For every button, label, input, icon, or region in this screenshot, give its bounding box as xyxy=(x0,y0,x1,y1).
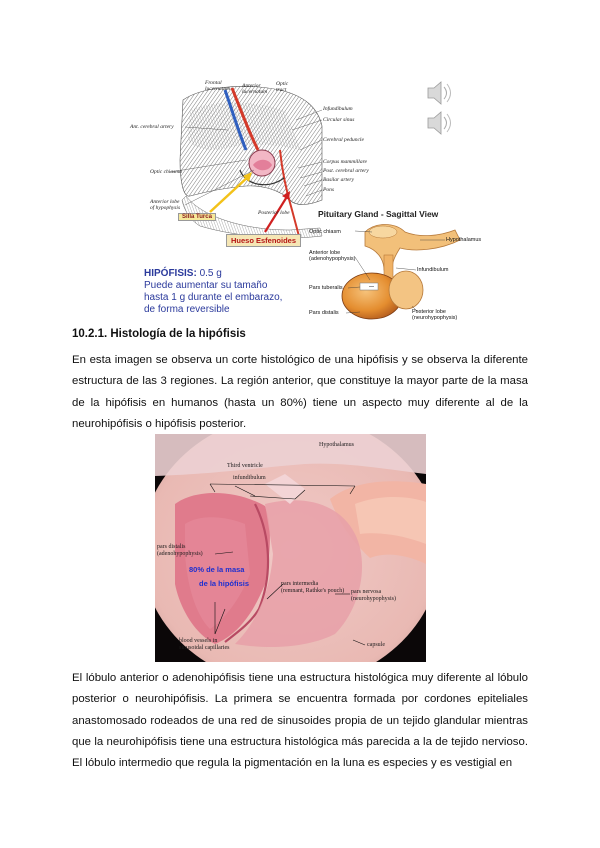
sagittal-label-infundibulum: Infundibulum xyxy=(417,267,449,273)
label-optic-chiasma: Optic chiasma xyxy=(150,169,182,175)
label-anterior-top: Anterior lucernatum xyxy=(242,83,268,95)
label-pons: Pons xyxy=(323,187,334,193)
histo-label-blood-vessels: blood vessels in sinusoidal capillaries xyxy=(179,638,230,651)
histo-label-pars-nervosa: pars nervosa (neurohypophysis) xyxy=(351,589,396,602)
label-posterior-lobe: Posterior lobe xyxy=(258,210,290,216)
paragraph-2: El lóbulo anterior o adenohipófisis tiene una estructura histológica muy diferente al lóbulo posterior o neurohipófisis. La primera se encuentra formada por cordones epiteliales anastomosado rodeados de una red de sinusoides propia de un tejido glandular mientras que la neurohipófisis tiene una estructura histológica más parecida a la de tejido nervioso. El lóbulo intermedio que regula la pigmentación en la luna es especies y es vestigial en xyxy=(72,672,528,770)
hipofisis-note-line: Puede aumentar su tamaño xyxy=(144,280,268,291)
histology-micrograph xyxy=(155,434,426,662)
label-circular-sinus: Circular sinus xyxy=(323,117,355,123)
sagittal-view-title: Pituitary Gland - Sagittal View xyxy=(318,209,439,219)
histo-label-third-ventricle: Third ventricle xyxy=(227,463,263,469)
section-heading: 10.2.1. Histología de la hipófisis xyxy=(72,328,246,340)
hipofisis-note-title: HIPÓFISIS: xyxy=(144,268,197,279)
label-cerebral-peduncle: Cerebral peduncle xyxy=(323,137,364,143)
sagittal-label-pars-distalis: Pars distalis xyxy=(309,310,339,316)
histo-mass-label: 80% de la masa xyxy=(189,565,245,574)
histo-label-pars-distalis: pars distalis (adenohypophysis) xyxy=(157,544,203,557)
label-anterior-lobe: Anterior lobe of hypophysis xyxy=(150,199,181,211)
silla-turca-label: Silla Turca xyxy=(178,213,216,221)
speaker-icon[interactable] xyxy=(428,82,451,104)
hipofisis-weight: 0.5 g xyxy=(196,268,222,279)
paragraph-1: En esta imagen se observa un corte histológico de una hipófisis y se observa la diferente estructura de las 3 regiones. La región anterior, que constituye la mayor parte de la masa de la hipófisis en humanos (hasta un 80%) tiene un aspecto muy diferente al de la neurohipófisis o hipófisis posterior. xyxy=(72,354,528,430)
hipofisis-note-line: de forma reversible xyxy=(144,304,230,315)
histo-mass-label: de la hipófisis xyxy=(199,579,250,588)
sagittal-label-optic-chiasm: Optic chiasm xyxy=(309,229,341,235)
sagittal-label-hypothalamus: Hypothalamus xyxy=(446,237,482,243)
sagittal-label-pars-tuberalis: Pars tuberalis xyxy=(309,285,343,291)
sagittal-label-posterior-lobe: Posterior lobe (neurohypophysis) xyxy=(412,309,458,321)
sagittal-label-anterior-lobe: Anterior lobe (adenohypophysis) xyxy=(309,250,356,262)
pituitary-figure xyxy=(0,0,600,326)
label-optic-tract: Optic tract xyxy=(276,81,289,93)
label-basilar-artery: Basilar artery xyxy=(323,177,355,183)
histo-label-pars-intermedia: pars intermedia (remnant, Rathke's pouch) xyxy=(281,581,345,594)
brain-illustration xyxy=(0,0,600,326)
histo-label-hypothalamus: Hypothalamus xyxy=(319,442,354,448)
histo-label-capsule: capsule xyxy=(367,642,385,648)
label-infundibulum: Infundibulum xyxy=(323,106,353,112)
hipofisis-note-line: hasta 1 g durante el embarazo, xyxy=(144,292,283,303)
label-frontal: Frontal lucernatum xyxy=(205,80,231,92)
label-ant-cerebral-artery: Ant. cerebral artery xyxy=(130,124,174,130)
label-corpus-mammillare: Corpus mammillare xyxy=(323,159,367,165)
hipofisis-note xyxy=(144,268,282,316)
histo-label-infundibulum: infundibulum xyxy=(233,475,266,481)
label-post-cerebral-artery: Post. cerebral artery xyxy=(323,168,369,174)
speaker-icon[interactable] xyxy=(428,112,451,134)
hueso-esfenoides-label: Hueso Esfenoides xyxy=(226,234,301,247)
